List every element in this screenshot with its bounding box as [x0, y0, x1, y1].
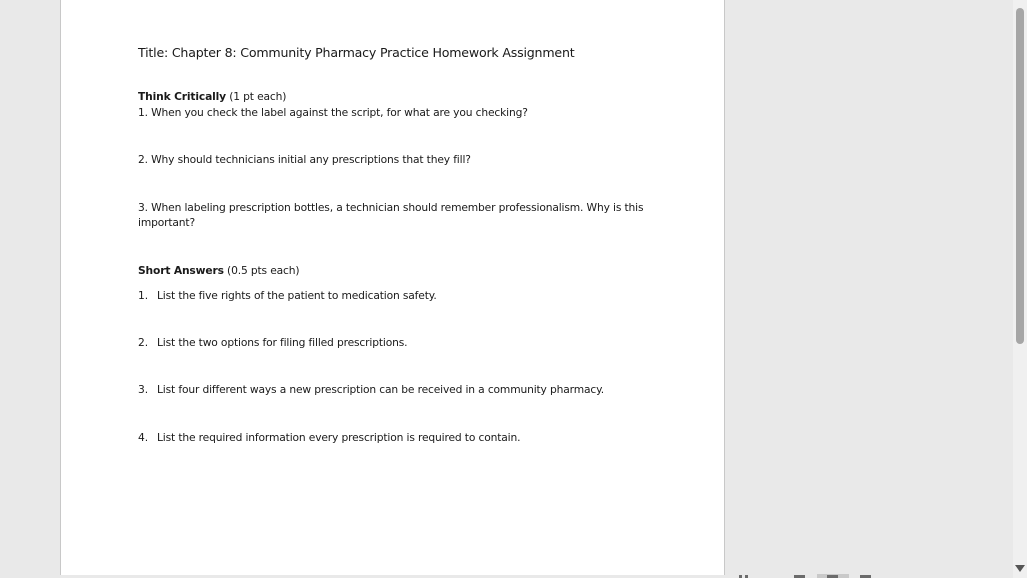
think-critically-heading: Think Critically: [138, 90, 226, 103]
scrollbar-thumb[interactable]: [1016, 8, 1024, 344]
think-critically-points: (1 pt each): [226, 90, 287, 103]
question-3-continued: important?: [138, 216, 195, 229]
short-answer-2: List the two options for filing filled prescriptions.: [157, 336, 408, 349]
think-critically-header: [138, 90, 286, 103]
short-answer-3: List four different ways a new prescription can be received in a community pharmacy.: [157, 383, 604, 396]
short-answers-header: [138, 264, 299, 277]
status-bar: [725, 574, 1013, 578]
short-answers-points: (0.5 pts each): [223, 264, 300, 277]
question-1: 1. When you check the label against the script, for what are you checking?: [138, 106, 528, 119]
short-answer-3-number: 3.: [138, 383, 149, 396]
short-answer-4: List the required information every prescription is required to contain.: [157, 431, 521, 444]
chevron-down-icon[interactable]: [1015, 565, 1025, 572]
document-page[interactable]: [60, 0, 725, 575]
short-answer-1-number: 1.: [138, 289, 149, 302]
vertical-scrollbar[interactable]: [1013, 0, 1027, 578]
short-answer-4-number: 4.: [138, 431, 149, 444]
short-answer-2-number: 2.: [138, 336, 149, 349]
short-answer-1: List the five rights of the patient to medication safety.: [157, 289, 437, 302]
question-3: 3. When labeling prescription bottles, a technician should remember professionalism. Why is this: [138, 201, 644, 214]
document-title: Title: Chapter 8: Community Pharmacy Practice Homework Assignment: [138, 45, 575, 60]
question-2: 2. Why should technicians initial any prescriptions that they fill?: [138, 153, 471, 166]
short-answers-heading: Short Answers: [138, 264, 224, 277]
